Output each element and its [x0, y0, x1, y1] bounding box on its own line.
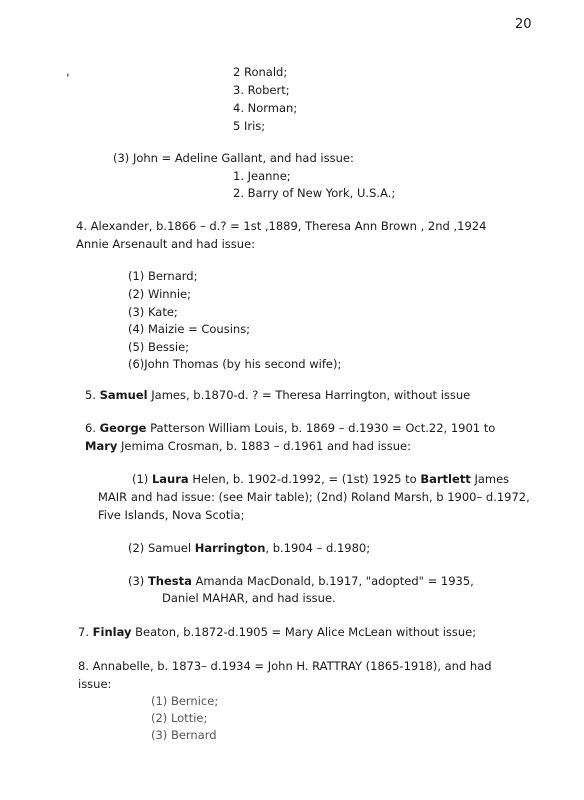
list-item: (3) Kate; — [128, 305, 178, 319]
entry-alexander: 4. Alexander, b.1866 – d.? = 1st ,1889, Theresa Ann Brown , 2nd ,1924 — [76, 219, 487, 233]
page-number: 20 — [515, 17, 532, 32]
entry-laura — [132, 471, 509, 488]
list-item: (5) Bessie; — [128, 340, 190, 354]
list-item: 5 Iris; — [233, 119, 266, 133]
entry-thesta — [128, 573, 474, 590]
person-name: Mary — [85, 439, 118, 453]
entry-text: Helen, b. 1902-d.1992, = (1st) 1925 to — [192, 472, 417, 486]
list-item: 3. Robert; — [233, 83, 290, 97]
entry-text: Patterson William Louis, b. 1869 – d.1930 = Oct.22, 1901 to — [150, 421, 496, 435]
list-item: (6)John Thomas (by his second wife); — [128, 357, 342, 371]
entry-annabelle-cont: issue: — [78, 677, 112, 691]
person-name: Finlay — [92, 625, 132, 639]
person-name: Samuel — [99, 388, 148, 402]
entry-number: 6. — [85, 421, 96, 435]
list-item: (2) Winnie; — [128, 287, 191, 301]
list-item: (1) Bernard; — [128, 269, 198, 283]
entry-george — [85, 420, 495, 437]
list-item: (1) Bernice; — [151, 694, 219, 708]
entry-thesta-cont: Daniel MAHAR, and had issue. — [162, 591, 336, 605]
list-item: 2 Ronald; — [233, 65, 288, 79]
entry-number: 7. — [78, 625, 89, 639]
entry-text: Amanda MacDonald, b.1917, "adopted" = 1935, — [195, 574, 474, 588]
entry-george-cont — [85, 438, 411, 455]
entry-text: James — [474, 472, 510, 486]
entry-annabelle: 8. Annabelle, b. 1873– d.1934 = John H. RATTRAY (1865-1918), and had — [78, 659, 492, 673]
person-name: George — [99, 421, 147, 435]
entry-number: 5. — [85, 388, 96, 402]
list-item: (3) Bernard — [151, 728, 217, 742]
list-item: 1. Jeanne; — [233, 169, 291, 183]
entry-samuel-harrington — [128, 540, 370, 557]
stray-mark: , — [66, 64, 70, 78]
entry-samuel — [85, 387, 470, 404]
entry-text: James, b.1870-d. ? = Theresa Harrington, without issue — [151, 388, 471, 402]
list-item: 4. Norman; — [233, 101, 298, 115]
entry-number: (3) — [128, 574, 145, 588]
entry-text: Beaton, b.1872-d.1905 = Mary Alice McLean without issue; — [135, 625, 477, 639]
list-item: (2) Lottie; — [151, 711, 208, 725]
entry-text: Jemima Crosman, b. 1883 – d.1961 and had issue: — [121, 439, 411, 453]
entry-john: (3) John = Adeline Gallant, and had issue: — [113, 151, 354, 165]
person-name: Thesta — [147, 574, 192, 588]
list-item: (4) Maizie = Cousins; — [128, 322, 251, 336]
entry-text: (2) Samuel — [128, 541, 192, 555]
person-name: Harrington — [194, 541, 266, 555]
entry-finlay — [78, 624, 476, 641]
entry-number: (1) — [132, 472, 149, 486]
person-name: Laura — [151, 472, 189, 486]
list-item: 2. Barry of New York, U.S.A.; — [233, 186, 396, 200]
person-name: Bartlett — [420, 472, 471, 486]
entry-laura-cont: MAIR and had issue: (see Mair table); (2nd) Roland Marsh, b 1900– d.1972, — [98, 490, 530, 504]
entry-alexander-cont: Annie Arsenault and had issue: — [76, 237, 256, 251]
entry-text: , b.1904 – d.1980; — [265, 541, 371, 555]
entry-laura-cont: Five Islands, Nova Scotia; — [98, 508, 245, 522]
